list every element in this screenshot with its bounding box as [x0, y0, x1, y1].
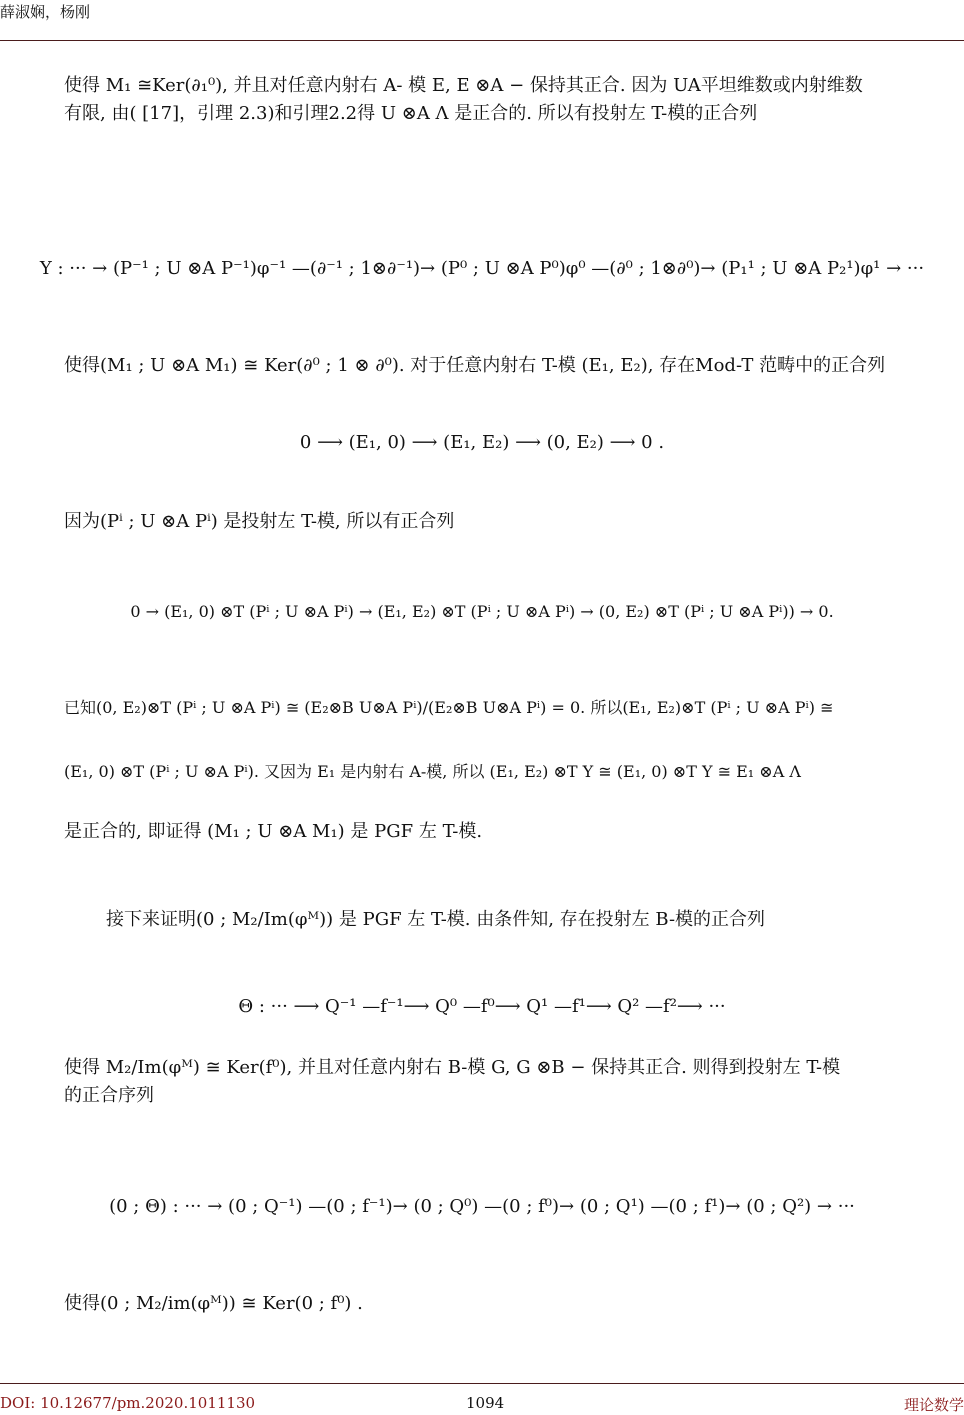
paragraph-3: 因为(Pⁱ ; U ⊗A Pⁱ) 是投射左 T-模, 所以有正合列 [64, 511, 455, 532]
footer-rule [0, 1383, 964, 1384]
footer-doi[interactable]: DOI: 10.12677/pm.2020.1011130 [0, 1394, 256, 1412]
equation-upsilon: Υ : ··· → (P⁻¹ ; U ⊗A P⁻¹)φ⁻¹ —(∂⁻¹ ; 1⊗∂⁻¹)→ (P⁰ ; U ⊗A P⁰)φ⁰ —(∂⁰ ; 1⊗∂⁰)→ (P₁¹ ; U ⊗A P₂¹)φ¹ → ··· [39, 258, 925, 279]
p4-line1: 已知(0, E₂)⊗T (Pⁱ ; U ⊗A Pⁱ) ≅ (E₂⊗B U⊗A Pⁱ)/(E₂⊗B U⊗A Pⁱ) = 0. 所以(E₁, E₂)⊗T (Pⁱ ; U ⊗A Pⁱ) ≅ [64, 698, 834, 717]
paragraph-4 [64, 694, 960, 846]
header-rule [0, 40, 964, 41]
running-header: 薛淑娴，杨刚 [0, 3, 91, 21]
equation-short-exact: 0 ⟶ (E₁, 0) ⟶ (E₁, E₂) ⟶ (0, E₂) ⟶ 0 . [299, 432, 665, 453]
p4-line3: 是正合的, 即证得 (M₁ ; U ⊗A M₁) 是 PGF 左 T-模. [64, 821, 483, 842]
equation-tensor-sequence: 0 → (E₁, 0) ⊗T (Pⁱ ; U ⊗A Pⁱ) → (E₁, E₂) ⊗T (Pⁱ ; U ⊗A Pⁱ) → (0, E₂) ⊗T (Pⁱ ; U ⊗A Pⁱ)) → 0. [130, 602, 834, 621]
equation-theta: Θ : ··· ⟶ Q⁻¹ —f⁻¹⟶ Q⁰ —f⁰⟶ Q¹ —f¹⟶ Q² —f²⟶ ··· [238, 996, 726, 1017]
p6-line2: 的正合序列 [64, 1085, 154, 1106]
footer-journal: 理论数学 [903, 1396, 964, 1414]
p4-line2: (E₁, 0) ⊗T (Pⁱ ; U ⊗A Pⁱ). 又因为 E₁ 是内射右 A-模, 所以 (E₁, E₂) ⊗T Υ ≅ (E₁, 0) ⊗T Υ ≅ E₁ ⊗A Λ [64, 762, 801, 781]
p6-line1: 使得 M₂/Im(φᴹ) ≅ Ker(f⁰), 并且对任意内射右 B-模 G, G ⊗B − 保持其正合. 则得到投射左 T-模 [64, 1057, 841, 1078]
equation-zero-theta: (0 ; Θ) : ··· → (0 ; Q⁻¹) —(0 ; f⁻¹)→ (0 ; Q⁰) —(0 ; f⁰)→ (0 ; Q¹) —(0 ; f¹)→ (0 ; Q²) → ··· [109, 1196, 855, 1217]
paragraph-2: 使得(M₁ ; U ⊗A M₁) ≅ Ker(∂⁰ ; 1 ⊗ ∂⁰). 对于任意内射右 T-模 (E₁, E₂), 存在Mod-T 范畴中的正合列 [64, 355, 886, 376]
paragraph-6 [64, 1054, 960, 1110]
footer-page-number: 1094 [466, 1394, 505, 1412]
paragraph-5: 接下来证明(0 ; M₂/Im(φᴹ)) 是 PGF 左 T-模. 由条件知, 存在投射左 B-模的正合列 [106, 909, 766, 930]
p1-line1: 使得 M₁ ≅Ker(∂₁⁰), 并且对任意内射右 A- 模 E, E ⊗A − 保持其正合. 因为 UA平坦维数或内射维数 [64, 75, 863, 96]
paragraph-1 [64, 72, 960, 128]
p1-line2: 有限, 由( [17]，引理 2.3)和引理2.2得 U ⊗A Λ 是正合的. 所以有投射左 T-模的正合列 [64, 103, 758, 124]
paragraph-7: 使得(0 ; M₂/im(φᴹ)) ≅ Ker(0 ; f⁰) . [64, 1293, 363, 1314]
